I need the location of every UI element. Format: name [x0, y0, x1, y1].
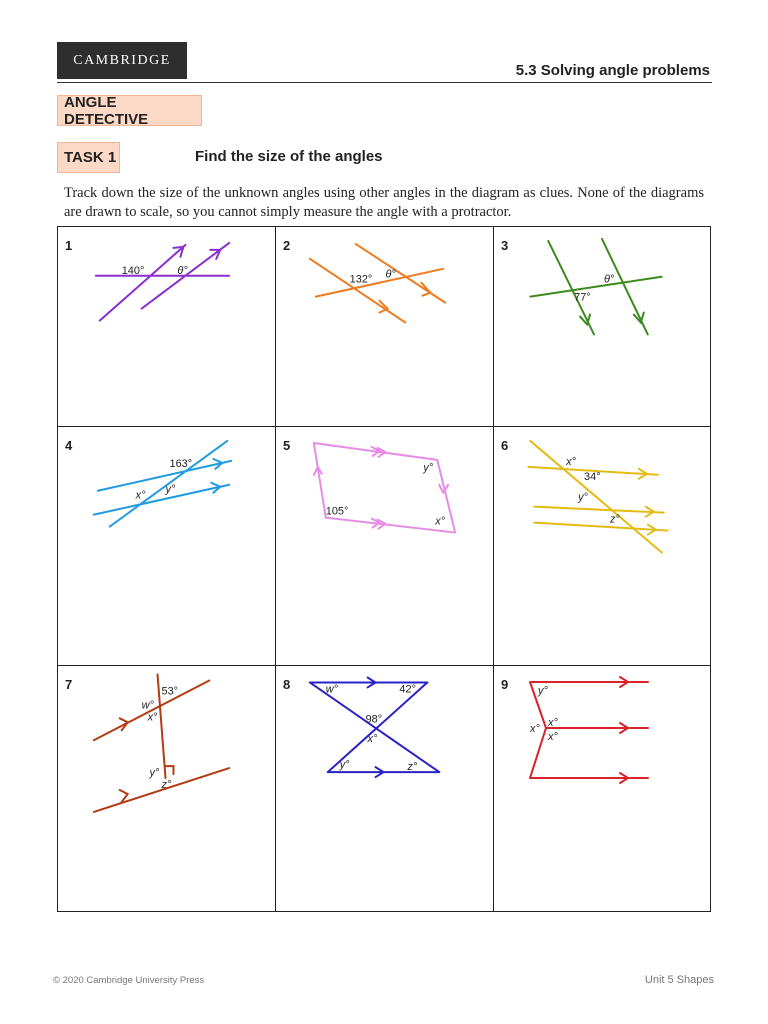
- parallel-line: [100, 245, 186, 321]
- angle-label: 132°: [349, 273, 373, 286]
- diagram-cell-8: [276, 666, 494, 911]
- diagram-4: [58, 427, 275, 665]
- diagram-cell-2: [276, 227, 494, 427]
- angle-label: z°: [407, 761, 418, 774]
- diagram-7: [58, 666, 275, 911]
- diagram-2: [276, 227, 493, 426]
- unit-label: Unit 5 Shapes: [644, 974, 714, 986]
- transversal-line: [310, 682, 439, 772]
- diagram-grid: [57, 226, 711, 912]
- transversal-line: [530, 277, 661, 297]
- angle-label: θ°: [603, 273, 615, 286]
- header-rule: [57, 82, 712, 83]
- diagram-cell-5: [276, 427, 494, 666]
- right-angle-mark: [166, 766, 174, 774]
- diagram-5: [276, 427, 493, 665]
- angle-label: y°: [149, 767, 160, 780]
- angle-label: y°: [578, 491, 588, 504]
- diagram-1: [58, 227, 275, 426]
- angle-label: 34°: [584, 470, 601, 483]
- angle-label: z°: [161, 779, 172, 792]
- angle-label: θ°: [177, 264, 188, 277]
- copyright-notice: © 2020 Cambridge University Press: [53, 975, 205, 986]
- angle-label: θ°: [385, 268, 396, 281]
- parallel-line: [534, 507, 663, 513]
- angle-label: x°: [530, 723, 540, 735]
- diagram-cell-7: [58, 666, 276, 911]
- diagram-cell-3: [494, 227, 710, 427]
- angle-label: w°: [141, 699, 154, 712]
- diagram-number: 7: [65, 677, 73, 692]
- parallel-arrow: [120, 790, 128, 802]
- task-badge: TASK 1: [57, 142, 120, 173]
- section-title: 5.3 Solving angle problems: [515, 62, 710, 79]
- diagram-3: [494, 227, 710, 426]
- diagram-6: [494, 427, 710, 665]
- angle-label: 140°: [121, 264, 145, 277]
- angle-label: z°: [609, 513, 620, 526]
- diagram-number: 5: [283, 438, 291, 453]
- diagram-cell-9: [494, 666, 710, 911]
- angle-label: 53°: [161, 685, 179, 698]
- angle-label: y°: [423, 461, 434, 474]
- angle-label: x°: [548, 717, 558, 729]
- transversal-line: [316, 269, 443, 297]
- diagram-number: 9: [501, 677, 509, 692]
- angle-label: 42°: [399, 683, 416, 696]
- task-title: Find the size of the angles: [195, 148, 383, 165]
- diagram-8: [276, 666, 493, 911]
- diagram-cell-6: [494, 427, 710, 666]
- angle-label: x°: [367, 733, 378, 746]
- angle-label: x°: [147, 711, 158, 724]
- diagram-number: 6: [501, 438, 509, 453]
- angle-label: x°: [566, 455, 576, 468]
- angle-label: y°: [538, 685, 548, 697]
- angle-label: w°: [325, 683, 339, 696]
- task-instructions: Track down the size of the unknown angles using other angles in the diagram as clues. None of the diagrams are drawn to scale, so you cannot simply measure the angle with a protractor.: [64, 185, 704, 220]
- angle-label: y°: [165, 483, 176, 496]
- angle-label: 77°: [574, 291, 591, 304]
- diagram-number: 8: [283, 677, 291, 692]
- diagram-cell-4: [58, 427, 276, 666]
- diagram-number: 2: [283, 238, 291, 253]
- diagram-number: 3: [501, 238, 509, 253]
- angle-label: x°: [435, 515, 446, 528]
- cambridge-logo: CAMBRIDGE: [57, 42, 187, 79]
- parallelogram: [314, 443, 455, 533]
- angle-label: x°: [135, 489, 146, 502]
- diagram-9: [494, 666, 710, 911]
- angle-label: 98°: [365, 713, 383, 726]
- angle-label: y°: [339, 759, 350, 772]
- diagram-cell-1: [58, 227, 276, 427]
- diagram-number: 4: [65, 438, 73, 453]
- activity-badge: ANGLE DETECTIVE: [57, 95, 202, 126]
- angle-label: 105°: [325, 505, 349, 518]
- angle-label: x°: [548, 731, 558, 743]
- transversal-line: [530, 441, 661, 553]
- diagram-number: 1: [65, 238, 73, 253]
- angle-label: 163°: [169, 457, 193, 470]
